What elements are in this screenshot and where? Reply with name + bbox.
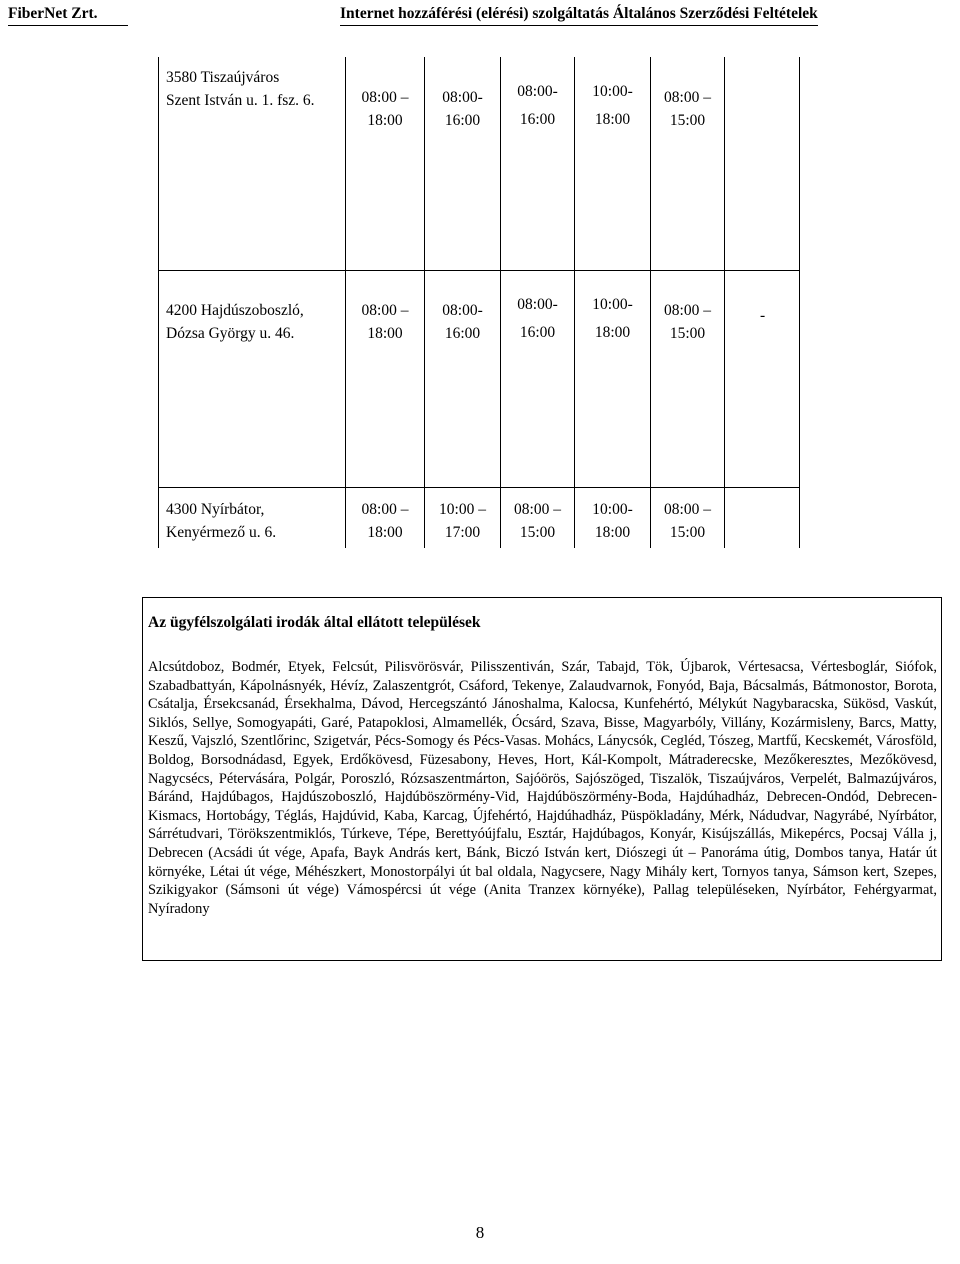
office-hours: 10:00- 18:00 bbox=[592, 83, 633, 128]
office-hours: 08:00 – 18:00 bbox=[361, 501, 409, 541]
office-hours: 08:00- 16:00 bbox=[442, 89, 483, 129]
office-hours: 08:00 – 15:00 bbox=[664, 302, 711, 342]
office-hours: 08:00 – 15:00 bbox=[664, 501, 711, 541]
table-border bbox=[799, 57, 800, 548]
page-number: 8 bbox=[475, 1223, 485, 1242]
company-name: FiberNet Zrt. bbox=[8, 3, 128, 26]
office-address: 3580 Tiszaújváros Szent István u. 1. fsz. 6. bbox=[166, 69, 315, 109]
office-hours: 10:00- 18:00 bbox=[592, 296, 633, 341]
table-border bbox=[158, 57, 159, 548]
office-address: 4300 Nyírbátor, Kenyérmező u. 6. bbox=[166, 501, 277, 541]
table-border bbox=[158, 270, 800, 271]
office-hours: 08:00- 16:00 bbox=[517, 83, 558, 128]
office-hours: 08:00- 16:00 bbox=[442, 302, 483, 342]
office-address: 4200 Hajdúszoboszló, Dózsa György u. 46. bbox=[166, 302, 304, 342]
settlements-title: Az ügyfélszolgálati irodák által ellátott települések bbox=[148, 614, 481, 631]
office-hours: 08:00 – 15:00 bbox=[664, 89, 711, 129]
office-hours: 08:00 – 15:00 bbox=[514, 501, 561, 541]
document-title: Internet hozzáférési (elérési) szolgáltatás Általános Szerződési Feltételek bbox=[340, 3, 818, 26]
office-extra: - bbox=[760, 307, 766, 324]
office-hours: 08:00- 16:00 bbox=[517, 296, 558, 341]
office-hours: 10:00- 18:00 bbox=[592, 501, 633, 541]
page-header bbox=[0, 3, 960, 25]
settlements-list: Alcsútdoboz, Bodmér, Etyek, Felcsút, Pilisvörösvár, Pilisszentiván, Szár, Tabajd, Tök, Újbarok, Vértesacsa, Vértesboglár, Siófok, Szabadbattyán, Kápolnásnyék, Hévíz, Zalaszentgrót, Csáford, Tekenye, Zalaudvarnok, Fonyód, Baja, Bácsalmás, Bátmonostor, Borota, Csátalja, Érsekcsanád, Érsekhalma, Dávod, Hercegszántó Jánoshalma, Kalocsa, Kunfehértó, Mélykút Nagybaracska, Sükösd, Vaskút, Siklós, Sellye, Somogyapáti, Garé, Patapoklosi, Almamellék, Ócsárd, Szava, Bisse, Magyarbóly, Villány, Kozármisleny, Barcs, Matty, Keszű, Vajszló, Szentlőrinc, Szigetvár, Pécs-Somogy és Pécs-Vasas. Mohács, Lánycsók, Cegléd, Tószeg, Martfű, Kecskemét, Városföld, Boldog, Borsodnádasd, Egyek, Erdőkövesd, Füzesabony, Heves, Hort, Kál-Kompolt, Mátraderecske, Mezőkeresztes, Mezőkövesd, Nagycsécs, Pétervására, Polgár, Poroszló, Rózsaszentmárton, Sajóörös, Sajószöged, Tiszalök, Tiszaújváros, Verpelét, Balmazújváros, Báránd, Hajdúbagos, Hajdúszoboszló, Hajdúböszörmény-Vid, Hajdúböszörmény-Boda, Hajdúhadház, Debrecen-Ondód, Debrecen-Kismacs, Hortobágy, Téglás, Hajdúvid, Kaba, Karcag, Újfehértó, Hajdúhadház, Püspökladány, Mérk, Nádudvar, Nagyrábé, Nyírbátor, Sárrétudvari, Törökszentmiklós, Túrkeve, Tépe, Berettyóújfalu, Esztár, Hajdúbagos, Konyár, Kisújszállás, Mikepércs, Pocsaj Válla j, Debrecen (Acsádi út vége, Apafa, Bayk András kert, Bánk, Biczó István kert, Diószegi út – Panoráma útig, Dombos tanya, Határ út környéke, Létai út vége, Méhészkert, Monostorpályi út bal oldala, Nagycsere, Nagy Mihály kert, Tornyos tanya, Sámson kert, Szepes, Szikigyakor (Sámsoni út vége) Vámospércsi út vége (Anita Tranzex környéke), Pallag településeken, Nyírbátor, Fehérgyarmat, Nyíradony bbox=[148, 659, 937, 917]
office-hours: 08:00 – 18:00 bbox=[361, 89, 409, 129]
office-hours: 10:00 – 17:00 bbox=[439, 501, 486, 541]
table-border bbox=[724, 57, 725, 548]
table-border bbox=[158, 487, 800, 488]
office-hours: 08:00 – 18:00 bbox=[361, 302, 409, 342]
